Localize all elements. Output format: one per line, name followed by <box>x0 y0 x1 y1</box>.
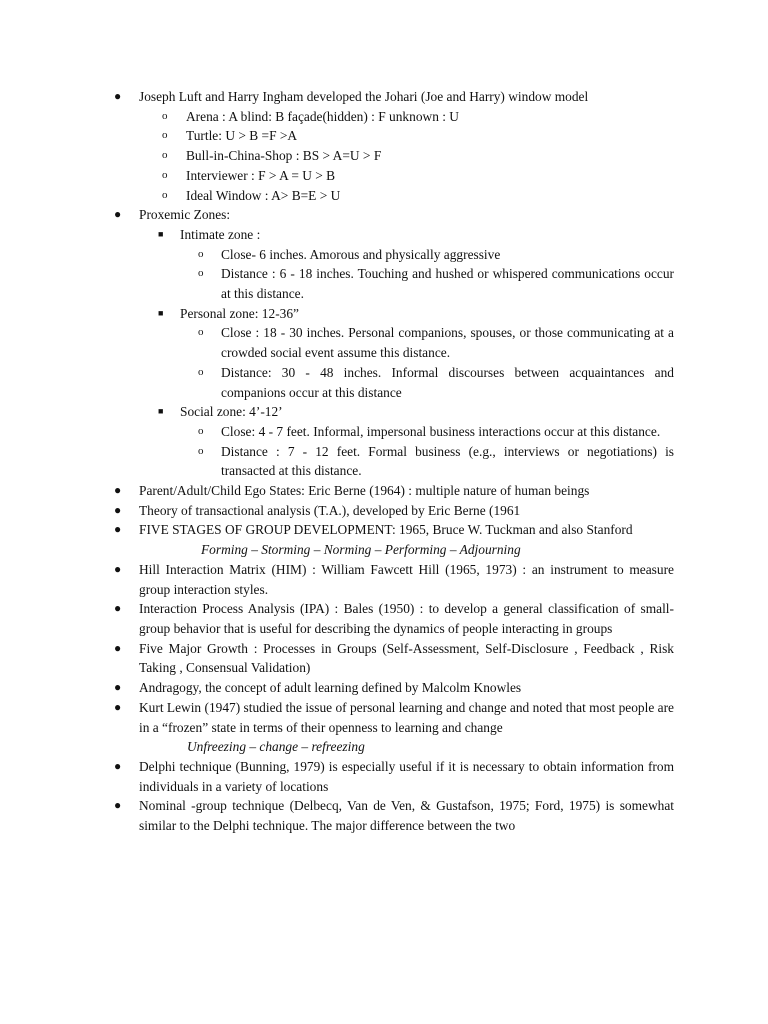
circle-bullet-icon: o <box>162 109 168 122</box>
list-item-group-development <box>0 520 768 540</box>
item-text: Personal zone: 12-36” <box>180 305 299 321</box>
circle-bullet-icon: o <box>198 365 204 378</box>
list-item-johari-ideal <box>0 186 768 206</box>
item-text: Interaction Process Analysis (IPA) : Bales (1950) : to develop a general classification of small-group behavior that is useful for describing the dynamics of people interacting in groups <box>139 601 674 636</box>
item-text: Bull-in-China-Shop : BS > A=U > F <box>186 148 382 164</box>
item-text: Joseph Luft and Harry Ingham developed the Johari (Joe and Harry) window model <box>139 89 589 104</box>
list-item-interaction-process-analysis <box>0 599 768 638</box>
item-text: Parent/Adult/Child Ego States: Eric Berne (1964) : multiple nature of human beings <box>139 483 590 499</box>
list-item-lewin-phrase <box>0 737 768 757</box>
item-text: Distance : 6 - 18 inches. Touching and hushed or whispered communications occur at this distance. <box>221 266 674 302</box>
circle-bullet-icon: o <box>198 424 204 437</box>
item-text: Turtle: U > B =F >A <box>186 128 298 144</box>
item-text: Interviewer : F > A = U > B <box>186 167 336 183</box>
item-text: Unfreezing – change – refreezing <box>187 739 365 755</box>
list-item-proxemic-zones <box>0 205 768 225</box>
list-item-five-growth-processes <box>0 639 768 678</box>
bullet-icon: ● <box>114 758 122 773</box>
list-item-personal-distance <box>0 363 768 402</box>
item-text: Forming – Storming – Norming – Performing – Adjourning <box>201 542 521 558</box>
circle-bullet-icon: o <box>198 444 204 457</box>
bullet-icon: ● <box>114 522 122 537</box>
list-item-personal-close <box>0 323 768 362</box>
bullet-icon: ● <box>114 640 122 655</box>
circle-bullet-icon: o <box>198 267 204 280</box>
item-text: Intimate zone : <box>180 226 261 242</box>
list-item-johari-bull <box>0 146 768 166</box>
circle-bullet-icon: o <box>162 149 168 162</box>
square-bullet-icon: ■ <box>158 307 164 318</box>
item-text: Five Major Growth : Processes in Groups (Self-Assessment, Self-Disclosure , Feedback , Risk Taking , Consensual Validation) <box>139 640 674 676</box>
list-item-intimate-distance <box>0 264 768 303</box>
item-text: Close : 18 - 30 inches. Personal companions, spouses, or those communicating at a crowded social event assume this distance. <box>221 325 674 361</box>
bullet-icon: ● <box>114 680 122 695</box>
item-text: Distance: 30 - 48 inches. Informal discourses between acquaintances and companions occur at this distance <box>221 364 674 400</box>
item-text: Andragogy, the concept of adult learning defined by Malcolm Knowles <box>139 680 522 696</box>
bullet-icon: ● <box>114 207 122 222</box>
item-text: Proxemic Zones: <box>139 207 231 223</box>
square-bullet-icon: ■ <box>158 406 164 417</box>
circle-bullet-icon: o <box>198 247 204 260</box>
list-item-johari-window <box>0 87 768 107</box>
list-item-andragogy <box>0 678 768 698</box>
list-item-social-zone <box>0 402 768 422</box>
list-item-social-distance <box>0 442 768 481</box>
bullet-icon: ● <box>114 502 122 517</box>
list-item-personal-zone <box>0 304 768 324</box>
bullet-icon: ● <box>114 561 122 576</box>
list-item-intimate-zone <box>0 225 768 245</box>
list-item-kurt-lewin <box>0 698 768 737</box>
item-text: Kurt Lewin (1947) studied the issue of personal learning and change and noted that most people are in a “frozen” state in terms of their openness to learning and change <box>139 699 674 735</box>
item-text: Ideal Window : A> B=E > U <box>186 187 341 203</box>
list-item-ego-states <box>0 481 768 501</box>
bullet-icon: ● <box>114 89 122 103</box>
list-item-johari-turtle <box>0 126 768 146</box>
square-bullet-icon: ■ <box>158 228 164 239</box>
list-item-hill-interaction-matrix <box>0 560 768 599</box>
bullet-icon: ● <box>114 483 122 498</box>
item-text: Close: 4 - 7 feet. Informal, impersonal business interactions occur at this distance. <box>221 423 661 439</box>
item-text: Social zone: 4’-12’ <box>180 404 283 420</box>
bullet-icon: ● <box>114 601 122 616</box>
list-item-transactional-analysis <box>0 501 768 521</box>
item-text: Delphi technique (Bunning, 1979) is especially useful if it is necessary to obtain information from individuals in a variety of locations <box>139 758 674 794</box>
item-text: Distance : 7 - 12 feet. Formal business (e.g., interviews or negotiations) is transacted at this distance. <box>221 443 674 479</box>
item-text: FIVE STAGES OF GROUP DEVELOPMENT: 1965, Bruce W. Tuckman and also Stanford <box>139 522 633 538</box>
list-item-johari-interviewer <box>0 166 768 186</box>
list-item-delphi-technique <box>0 757 768 796</box>
item-text: Theory of transactional analysis (T.A.), developed by Eric Berne (1961 <box>139 502 521 518</box>
list-item-social-close <box>0 422 768 442</box>
item-text: Arena : A blind: B façade(hidden) : F unknown : U <box>186 108 459 124</box>
list-item-johari-arena <box>0 107 768 127</box>
item-text: Close- 6 inches. Amorous and physically aggressive <box>221 246 501 262</box>
circle-bullet-icon: o <box>198 326 204 339</box>
document-page <box>0 87 768 836</box>
circle-bullet-icon: o <box>162 188 168 201</box>
item-text: Hill Interaction Matrix (HIM) : William Fawcett Hill (1965, 1973) : an instrument to measure group interaction styles. <box>139 561 674 597</box>
list-item-nominal-group-technique <box>0 796 768 835</box>
circle-bullet-icon: o <box>162 129 168 142</box>
list-item-group-stages-phrase <box>0 540 768 560</box>
circle-bullet-icon: o <box>162 168 168 181</box>
item-text: Nominal -group technique (Delbecq, Van de Ven, & Gustafson, 1975; Ford, 1975) is somewhat similar to the Delphi technique. The major difference between the two <box>139 798 674 834</box>
bullet-icon: ● <box>114 798 122 813</box>
bullet-icon: ● <box>114 699 122 714</box>
list-item-intimate-close <box>0 245 768 265</box>
